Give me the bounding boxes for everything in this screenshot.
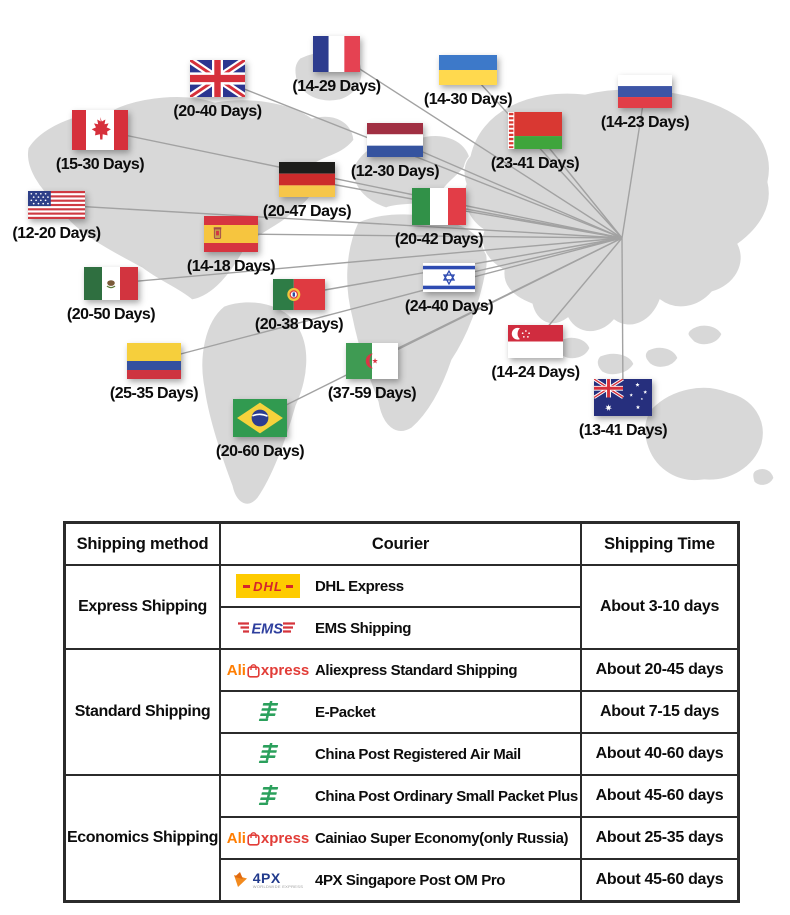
germany-flag-icon (279, 162, 335, 197)
shipping-time-cell: About 25-35 days (581, 817, 739, 859)
israel-flag-icon (423, 263, 475, 292)
fourpx-pinwheel-icon (233, 871, 249, 889)
flag-item-germany (262, 162, 352, 221)
shipping-days-label: (37-59 Days) (327, 385, 417, 402)
courier-row (65, 775, 739, 817)
courier-name: China Post Ordinary Small Packet Plus (315, 787, 578, 805)
flag-item-belarus (490, 112, 580, 173)
courier-logo-box (226, 661, 310, 679)
shipping-days-label: (12-30 Days) (350, 163, 440, 180)
shipping-days-label: (14-29 Days) (292, 78, 381, 95)
shipping-days-label: (15-30 Days) (55, 156, 145, 173)
shipping-days-label: (14-24 Days) (491, 364, 580, 381)
dhl-logo: DHL (236, 574, 300, 598)
courier-cell (220, 565, 581, 607)
flag-item-canada (55, 110, 145, 174)
courier-row (65, 565, 739, 607)
shipping-days-label: (24-40 Days) (404, 298, 494, 315)
courier-logo-box (229, 616, 307, 640)
table-header-row (65, 523, 739, 566)
courier-logo-box (229, 742, 307, 766)
flag-item-brazil (215, 399, 305, 461)
courier-logo-box (229, 784, 307, 808)
courier-cell (220, 733, 581, 775)
shipping-time-cell: About 45-60 days (581, 859, 739, 902)
shipping-days-label: (14-18 Days) (186, 258, 276, 275)
spain-flag-icon (204, 216, 258, 252)
netherlands-flag-icon (367, 123, 423, 157)
courier-name: E-Packet (315, 703, 376, 721)
australia-flag-icon (594, 379, 652, 416)
ukraine-flag-icon (439, 55, 497, 85)
china-post-logo (255, 784, 281, 808)
courier-logo-box (226, 829, 310, 847)
shipping-method-cell: Economics Shipping (65, 775, 221, 902)
col-header-courier: Courier (220, 523, 581, 566)
fourpx-logo: 4PX WORLDWIDE EXPRESS (233, 871, 303, 889)
shopping-bag-icon (247, 663, 260, 678)
courier-logo-box (229, 700, 307, 724)
flag-item-uk (173, 60, 262, 121)
flag-item-usa (12, 191, 101, 243)
flag-item-portugal (254, 279, 344, 334)
courier-name: EMS Shipping (315, 619, 412, 637)
courier-cell (220, 649, 581, 691)
flag-item-singapore (491, 325, 580, 382)
flag-item-australia (578, 379, 668, 440)
shipping-days-label: (14-23 Days) (600, 114, 690, 131)
flag-item-israel (404, 263, 494, 316)
flag-item-colombia (109, 343, 199, 403)
dhl-dash-icon (286, 585, 293, 588)
shipping-days-label: (20-50 Days) (66, 306, 156, 323)
flag-item-mexico (66, 267, 156, 324)
shipping-days-label: (20-38 Days) (254, 316, 344, 333)
canada-flag-icon (72, 110, 128, 150)
shopping-bag-icon (247, 831, 260, 846)
flag-item-spain (186, 216, 276, 276)
shipping-days-label: (20-40 Days) (173, 103, 262, 120)
shipping-method-cell: Express Shipping (65, 565, 221, 649)
courier-cell (220, 775, 581, 817)
shipping-table (63, 521, 740, 903)
shipping-days-label: (20-42 Days) (394, 231, 484, 248)
shipping-days-label: (25-35 Days) (109, 385, 199, 402)
svg-text:EMS: EMS (251, 621, 283, 638)
courier-name: Cainiao Super Economy(only Russia) (315, 829, 569, 847)
shipping-time-cell: About 40-60 days (581, 733, 739, 775)
aliexpress-logo: Ali xpress (226, 829, 310, 847)
uk-flag-icon (190, 60, 245, 97)
shipping-days-label: (20-60 Days) (215, 443, 305, 460)
courier-name: Aliexpress Standard Shipping (315, 661, 518, 679)
courier-cell (220, 859, 581, 902)
courier-cell (220, 691, 581, 733)
shipping-time-cell: About 3-10 days (581, 565, 739, 649)
belarus-flag-icon (508, 112, 562, 149)
courier-logo-box (229, 871, 307, 889)
brazil-flag-icon (233, 399, 287, 437)
china-post-logo (255, 700, 281, 724)
ems-logo (236, 616, 300, 640)
courier-name: China Post Registered Air Mail (315, 745, 521, 763)
shipping-time-cell: About 20-45 days (581, 649, 739, 691)
shipping-days-label: (12-20 Days) (12, 225, 101, 242)
shipping-days-label: (23-41 Days) (490, 155, 580, 172)
col-header-shipping-time: Shipping Time (581, 523, 739, 566)
mexico-flag-icon (84, 267, 138, 300)
colombia-flag-icon (127, 343, 181, 379)
courier-row (65, 649, 739, 691)
courier-cell (220, 817, 581, 859)
col-header-shipping-method: Shipping method (65, 523, 221, 566)
dhl-dash-icon (243, 585, 250, 588)
flag-item-algeria (327, 343, 417, 403)
flag-item-italy (394, 188, 484, 249)
courier-logo-box (229, 574, 307, 598)
italy-flag-icon (412, 188, 466, 225)
courier-cell (220, 607, 581, 649)
aliexpress-logo: Ali xpress (226, 661, 310, 679)
shipping-time-cell: About 45-60 days (581, 775, 739, 817)
courier-name: DHL Express (315, 577, 404, 595)
route-line-australia (622, 238, 623, 398)
flag-item-russia (600, 75, 690, 132)
algeria-flag-icon (346, 343, 398, 379)
russia-flag-icon (618, 75, 672, 108)
usa-flag-icon (28, 191, 85, 219)
flag-item-france (292, 36, 381, 96)
shipping-time-cell: About 7-15 days (581, 691, 739, 733)
flag-item-ukraine (423, 55, 513, 109)
flag-item-netherlands (350, 123, 440, 181)
portugal-flag-icon (273, 279, 325, 310)
courier-name: 4PX Singapore Post OM Pro (315, 871, 506, 889)
singapore-flag-icon (508, 325, 563, 358)
shipping-method-cell: Standard Shipping (65, 649, 221, 775)
shipping-days-label: (20-47 Days) (262, 203, 352, 220)
shipping-days-label: (14-30 Days) (423, 91, 513, 108)
shipping-days-label: (13-41 Days) (578, 422, 668, 439)
france-flag-icon (313, 36, 360, 72)
china-post-logo (255, 742, 281, 766)
